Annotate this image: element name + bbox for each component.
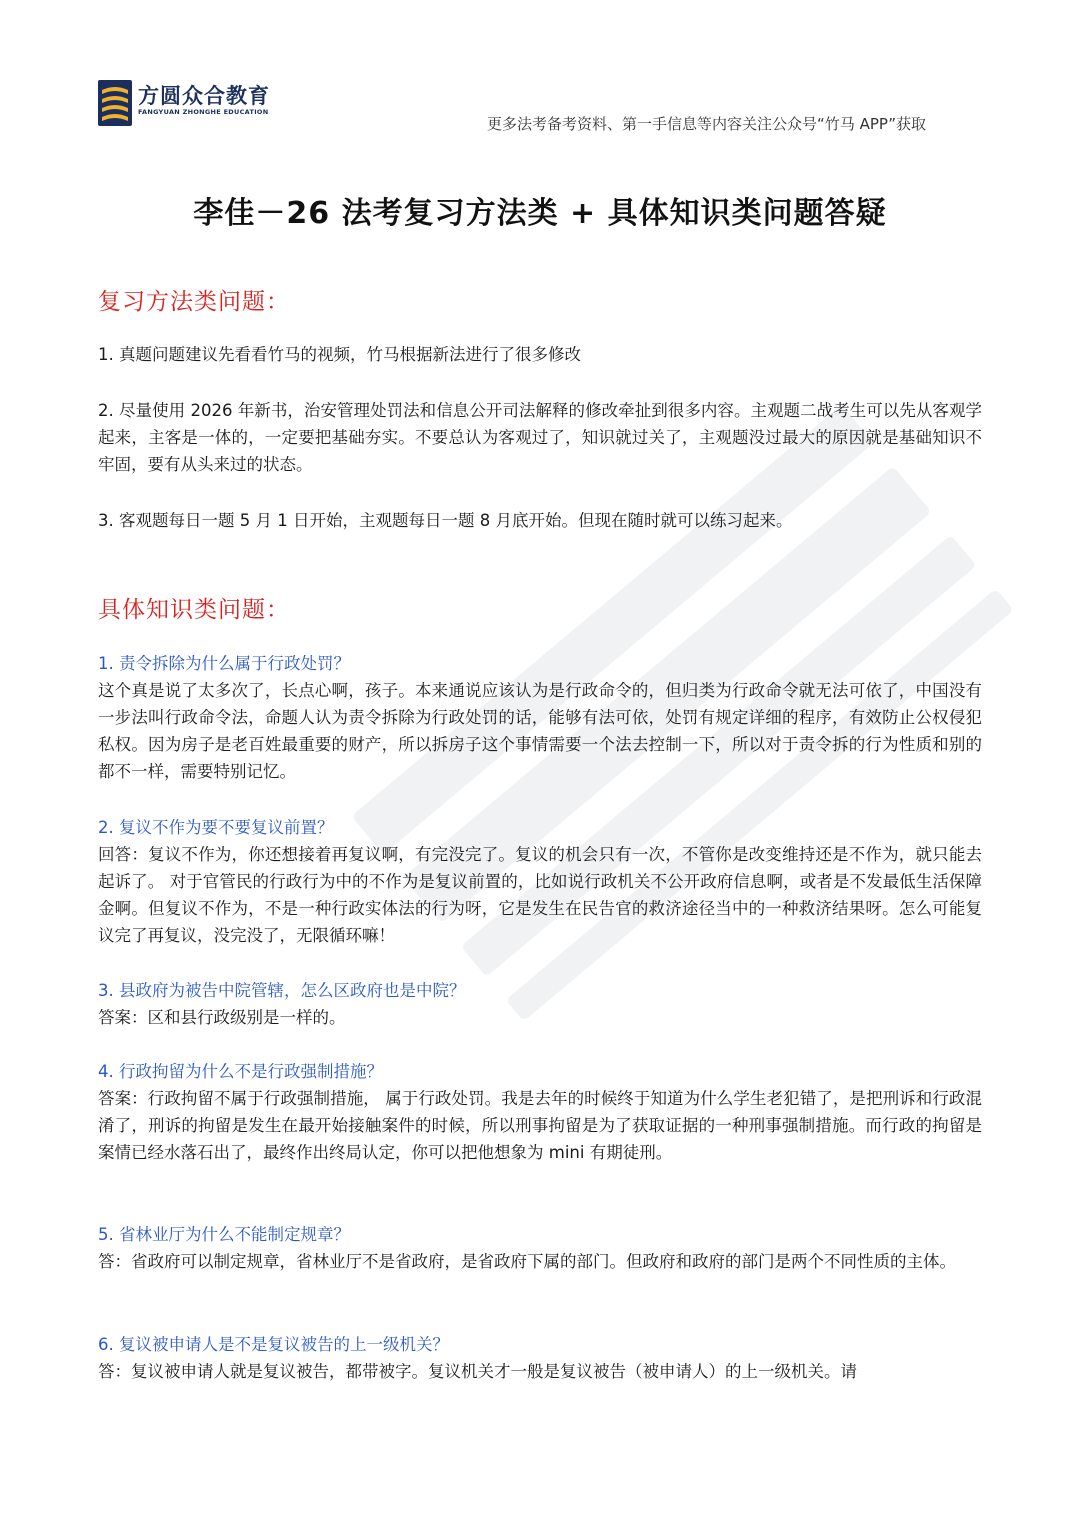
question-2: 2. 复议不作为要不要复议前置？: [98, 818, 334, 837]
answer-6: 答：复议被申请人就是复议被告，都带被字。复议机关才一般是复议被告（被申请人）的上一级机关。请: [98, 1362, 857, 1381]
question-5: 5. 省林业厅为什么不能制定规章？: [98, 1225, 350, 1244]
question-6: 6. 复议被申请人是不是复议被告的上一级机关？: [98, 1335, 449, 1354]
answer-2: 回答：复议不作为，你还想接着再复议啊，有完没完了。复议的机会只有一次，不管你是改变维持还是不作为，就只能去起诉了。 对于官管民的行政行为中的不作为是复议前置的，比如说行政机关不公开政府信息啊，或者是不发最低生活保障金啊。但复议不作为，不是一种行政实体法的行为呀，它是发生在民告官的救济途径当中的一种救济结果呀。怎么可能复议完了再复议，没完没了，无限循环嘛！: [98, 845, 982, 945]
logo-subtitle: FANGYUAN ZHONGHE EDUCATION: [138, 108, 269, 116]
section-heading-knowledge: 具体知识类问题：: [98, 597, 290, 623]
method-item-3: 3. 客观题每日一题 5 月 1 日开始，主观题每日一题 8 月底开始。但现在随时就可以练习起来。: [98, 511, 793, 530]
answer-4: 答案：行政拘留不属于行政强制措施， 属于行政处罚。我是去年的时候终于知道为什么学生老犯错了，是把刑诉和行政混淆了，刑诉的拘留是发生在最开始接触案件的时候，所以刑事拘留是为了获取证据的一种刑事强制措施。而行政的拘留是案情已经水落石出了，最终作出终局认定，你可以把他想象为 mini 有期徒刑。: [98, 1089, 982, 1162]
page-header: [98, 78, 982, 134]
fangyuan-logo-icon: [98, 80, 132, 126]
method-item-2: 2. 尽量使用 2026 年新书，治安管理处罚法和信息公开司法解释的修改牵扯到很多内容。主观题二战考生可以先从客观学起来，主客是一体的，一定要把基础夯实。不要总认为客观过了，知识就过关了，主观题没过最大的原因就是基础知识不牢固，要有从头来过的状态。: [98, 401, 982, 474]
question-4: 4. 行政拘留为什么不是行政强制措施？: [98, 1062, 383, 1081]
brand-logo: [98, 78, 278, 130]
method-item-1: 1. 真题问题建议先看看竹马的视频，竹马根据新法进行了很多修改: [98, 345, 581, 364]
answer-3: 答案：区和县行政级别是一样的。: [98, 1008, 346, 1027]
section-heading-review-methods: 复习方法类问题：: [98, 289, 290, 315]
header-note: 更多法考备考资料、第一手信息等内容关注公众号“竹马 APP”获取: [487, 115, 926, 133]
answer-1: 这个真是说了太多次了，长点心啊，孩子。本来通说应该认为是行政命令的，但归类为行政命令就无法可依了，中国没有一步法叫行政命令法，命题人认为责令拆除为行政处罚的话，能够有法可依，处罚有规定详细的程序，有效防止公权侵犯私权。因为房子是老百姓最重要的财产，所以拆房子这个事情需要一个法去控制一下，所以对于责令拆的行为性质和别的都不一样，需要特别记忆。: [98, 681, 982, 781]
answer-5: 答：省政府可以制定规章，省林业厅不是省政府，是省政府下属的部门。但政府和政府的部门是两个不同性质的主体。: [98, 1252, 956, 1271]
page-title: 李佳－26 法考复习方法类 + 具体知识类问题答疑: [193, 196, 887, 231]
logo-name: 方圆众合教育: [138, 84, 270, 108]
question-1: 1. 责令拆除为什么属于行政处罚？: [98, 654, 350, 673]
question-3: 3. 县政府为被告中院管辖，怎么区政府也是中院？: [98, 981, 466, 1000]
